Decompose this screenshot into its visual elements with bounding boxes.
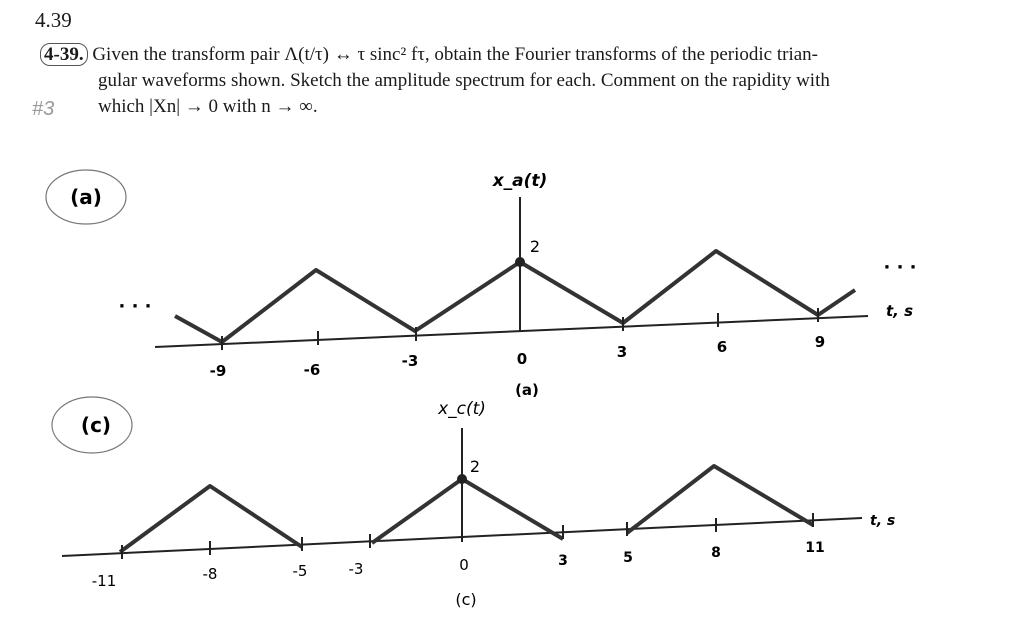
peak-marker-c: [457, 474, 467, 484]
peak-marker-a: [515, 257, 525, 267]
y-label-a: x_a(t): [492, 171, 548, 191]
tick-label-c: 8: [711, 545, 721, 561]
problem-line-1: Given the transform pair Λ(t/τ) ↔ τ sinc² fτ, obtain the Fourier transforms of the periodic trian-: [92, 44, 818, 65]
tick-label-c: -11: [91, 572, 117, 590]
problem-line-2: gular waveforms shown. Sketch the amplitude spectrum for each. Comment on the rapidity with: [98, 70, 830, 91]
peak-label-a: 2: [529, 237, 541, 256]
tick-label-a: 6: [716, 338, 728, 356]
x-label-c: t, s: [870, 513, 896, 529]
ellipsis-left-a: · · ·: [118, 296, 152, 317]
y-label-c: x_c(t): [438, 399, 486, 419]
tick-label-a: 9: [814, 333, 826, 351]
caption-c: (c): [455, 590, 477, 609]
tick-label-a: -3: [401, 352, 419, 370]
waveform-c-right: [627, 466, 813, 533]
figure-a: [46, 170, 917, 399]
margin-note: #3: [32, 98, 55, 120]
tick-label-c: -5: [292, 562, 308, 580]
figure-c: [52, 397, 895, 609]
peak-label-c: 2: [469, 457, 481, 476]
tick-label-c: -3: [348, 560, 364, 578]
problem-line-3: which |Xn| → 0 with n → ∞.: [98, 96, 318, 117]
x-axis-a: [155, 316, 868, 347]
tick-label-a: -9: [209, 362, 227, 380]
section-number: 4.39: [35, 8, 72, 32]
tick-label-c: 11: [805, 540, 825, 556]
tick-label-c: -8: [202, 565, 218, 583]
tick-label-a: 0: [516, 350, 528, 368]
tick-label-a: -6: [303, 361, 321, 379]
circle-label-c: (c): [80, 413, 112, 437]
caption-a: (a): [515, 381, 539, 399]
tick-label-c: 5: [623, 550, 633, 566]
tick-label-c: 0: [459, 556, 469, 574]
circle-label-a: (a): [70, 185, 102, 209]
waveform-a: [175, 251, 855, 342]
x-label-a: t, s: [886, 302, 914, 320]
ellipsis-right-a: · · ·: [883, 257, 917, 278]
problem-number: 4-39.: [40, 43, 88, 66]
tick-label-a: 3: [616, 343, 628, 361]
tick-label-c: 3: [558, 553, 568, 569]
